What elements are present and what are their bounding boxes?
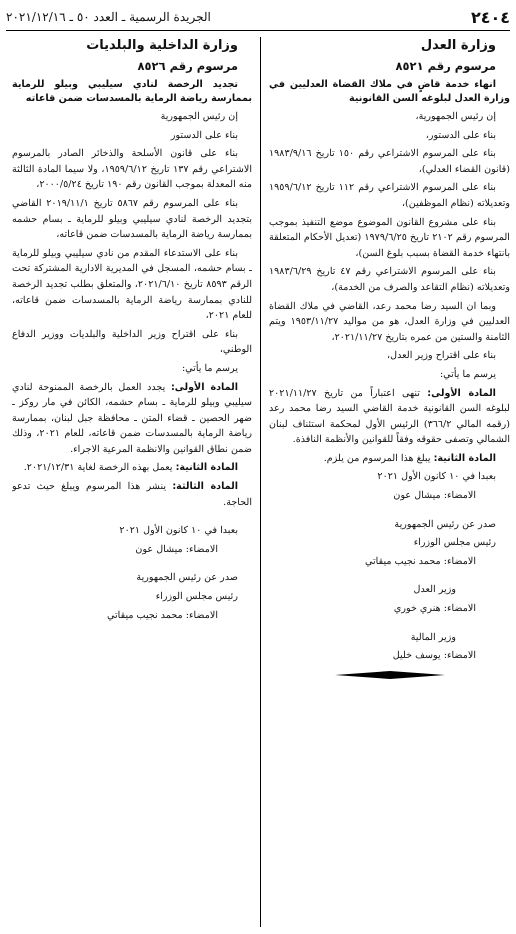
decree-number: مرسوم رقم ٨٥٢٦: [137, 59, 238, 73]
header-rule: [6, 30, 510, 31]
signature-president: الامضاء: ميشال عون: [393, 490, 476, 502]
decree-subject: انهاء خدمة قاضٍ في ملاك القضاة العدليين في وزارة العدل لبلوغه السن القانونية: [269, 79, 510, 104]
preamble-line: بناء على اقتراح وزير العدل،: [387, 350, 496, 362]
end-ornament: [269, 670, 510, 680]
preamble-line: بناء على قانون الأسلحة والذخائر الصادر بالمرسوم الاشتراعي رقم ١٣٧ تاريخ ١٩٥٩/٦/١٢، ولا سيما المادة الثالثة منه المعدلة بموجب القانون رقم ١٩٠ تاريخ ٢٠٠٠/٥/٢٤،: [12, 148, 252, 191]
page-number: ٢٤٠٤: [470, 7, 510, 27]
column-interior: [12, 37, 261, 927]
article-label: المادة الثانية:: [433, 452, 496, 464]
article-2: [269, 451, 510, 467]
justice-minister-title: وزير العدل: [413, 584, 456, 596]
ministry-title: وزارة العدل: [420, 38, 496, 53]
article-label: المادة الثانية:: [175, 462, 238, 474]
journal-header: الجريدة الرسمية ـ العدد ٥٠ ـ ٢٠٢١/١٢/١٦: [6, 10, 211, 24]
decrees-label: يرسم ما يأتي:: [181, 362, 238, 374]
signature-pm: الامضاء: محمد نجيب ميقاتي: [365, 555, 476, 567]
article-label: المادة الثالثة:: [172, 481, 238, 493]
signature-justice: الامضاء: هنري خوري: [393, 603, 476, 615]
article-text: تنهى اعتباراً من تاريخ ٢٠٢١/١١/٢٧ لبلوغه السن القانونية خدمة القاضي السيد رضا محمد رعد (رقمه المالي ٣٦٦/٢) الرئيس الأول لمحكمة استئناف لبنان الشمالي وتصفى حقوقه وفقاً للقوانين والأنظمة النافذة.: [269, 387, 510, 446]
preamble-line: إن رئيس الجمهورية: [160, 111, 238, 122]
preamble-line: بناء على المرسوم الاشتراعي رقم ٤٧ تاريخ ١٩٨٣/٦/٢٩ وتعديلاته (نظام التقاعد والصرف من الخدمة)،: [269, 266, 510, 293]
article-2: [12, 460, 252, 476]
signature-president: الامضاء: ميشال عون: [135, 543, 218, 555]
signature-pm: الامضاء: محمد نجيب ميقاتي: [107, 609, 218, 621]
article-1: [269, 386, 510, 448]
ministry-title: وزارة الداخلية والبلديات: [86, 38, 238, 53]
article-1: [12, 380, 252, 458]
article-3: [12, 479, 252, 510]
pm-title: رئيس مجلس الوزراء: [155, 591, 238, 603]
preamble-line: بناء على المرسوم الاشتراعي رقم ١٥٠ تاريخ ١٩٨٣/٩/١٦ (قانون القضاء العدلي)،: [269, 148, 510, 175]
article-label: المادة الأولى:: [427, 387, 496, 399]
decree-subject: تجديد الرخصة لنادي سيليبي وبيلو للرماية بممارسة رياضة الرماية بالمسدسات ضمن قاعاته: [12, 79, 252, 104]
preamble-line: بناء على المرسوم رقم ٥٨٦٧ تاريخ ٢٠١٩/١١/١ القاضي بتجديد الرخصة لنادي سيليبي وبيلو للرماية ـ بسام حشمه بممارسة رياضة الرماية بالمسدسات ضمن قاعاته،: [12, 197, 252, 241]
preamble-line: بناء على الدستور،: [425, 129, 496, 141]
preamble-line: بناء على الاستدعاء المقدم من نادي سيليبي وبيلو للرماية ـ بسام حشمه، المسجل في المديرية الادارية المشتركة تحت الرقم ٨٥٩٣ تاريخ ٢٠٢١/٦/١٠، والمتعلق بطلب تجديد الرخصة للنادي بممارسة رياضة الرماية بالمسدسات ضمن قاعاته، للعام ٢٠٢١،: [12, 247, 252, 322]
preamble-line: وبما ان السيد رضا محمد رعد، القاضي في ملاك القضاة العدليين في وزارة العدل، هو من مواليد ١٩٥٣/١١/٢٧ ويتم الثامنة والستين من عمره بتاريخ ٢٠٢١/١١/٢٧،: [269, 300, 510, 343]
finance-minister-title: وزير المالية: [410, 631, 456, 643]
decrees-label: يرسم ما يأتي:: [439, 368, 496, 380]
issued-by: صدر عن رئيس الجمهورية: [394, 518, 496, 530]
article-text: يجدد العمل بالرخصة الممنوحة لنادي سيليبي وبيلو للرماية ـ بسام حشمه، الكائن في مار روكز ـ ضهر الحصين ـ قضاء المتن ـ محافظة جبل لبنان، بممارسة رياضة الرماية بالمسدسات ضمن قاعاته، للعام ٢٠٢١، وذلك ضمن نطاق القوانين والانظمة المرعية الاجراء.: [12, 381, 253, 455]
article-text: يبلغ هذا المرسوم من يلزم.: [323, 452, 431, 464]
preamble-line: إن رئيس الجمهورية،: [415, 111, 496, 122]
decree-date: بعبدا في ١٠ كانون الأول ٢٠٢١: [119, 525, 238, 537]
preamble-line: بناء على اقتراح وزير الداخلية والبلديات ووزير الدفاع الوطني،: [12, 328, 252, 356]
decree-date: بعبدا في ١٠ كانون الأول ٢٠٢١: [377, 471, 496, 483]
decree-number: مرسوم رقم ٨٥٢١: [395, 59, 496, 73]
article-text: ينشر هذا المرسوم ويبلغ حيث تدعو الحاجة.: [12, 481, 252, 508]
page-header: [6, 6, 510, 28]
signature-finance: الامضاء: يوسف خليل: [392, 650, 476, 662]
issued-by: صدر عن رئيس الجمهورية: [136, 572, 238, 584]
article-label: المادة الأولى:: [170, 381, 238, 393]
pm-title: رئيس مجلس الوزراء: [413, 537, 496, 549]
preamble-line: بناء على مشروع القانون الموضوع موضع التنفيذ بموجب المرسوم رقم ٢١٠٢ تاريخ ١٩٧٩/٦/٢٥ (تعديل الأحكام المتعلقة بانتهاء خدمة القضاة بسبب بلوغ السن)،: [269, 216, 510, 259]
columns: [6, 37, 510, 927]
preamble-line: بناء على الدستور: [170, 129, 238, 141]
preamble-line: بناء على المرسوم الاشتراعي رقم ١١٢ تاريخ ١٩٥٩/٦/١٢ وتعديلاته (نظام الموظفين)،: [269, 182, 510, 209]
column-justice: [261, 37, 510, 927]
article-text: يعمل بهذه الرخصة لغاية ٢٠٢١/١٢/٣١.: [23, 462, 173, 474]
